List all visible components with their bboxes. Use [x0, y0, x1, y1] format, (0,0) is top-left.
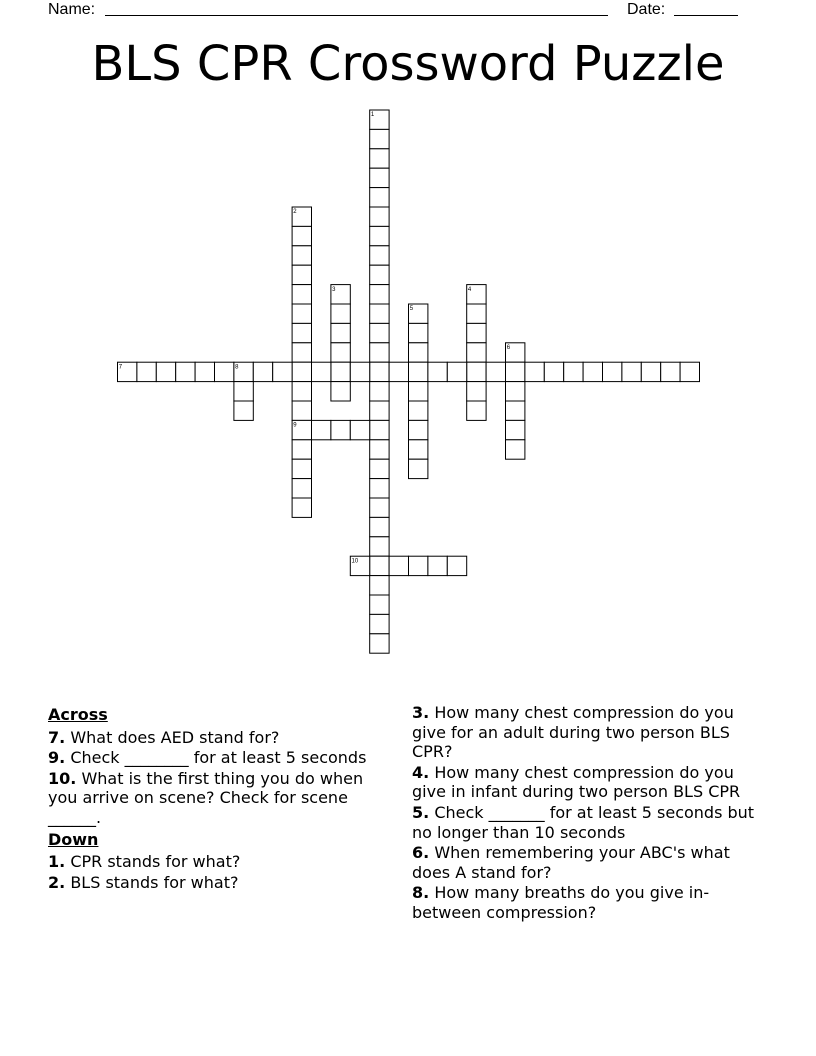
grid-cell[interactable] — [370, 420, 389, 439]
grid-cell[interactable] — [506, 362, 525, 381]
grid-cell[interactable] — [428, 556, 447, 575]
cell-number: 1 — [370, 112, 375, 119]
grid-cell[interactable] — [467, 382, 486, 401]
grid-cell[interactable] — [506, 401, 525, 420]
grid-cell[interactable] — [370, 246, 389, 265]
cell-number: 7 — [118, 364, 123, 371]
grid-cell[interactable] — [156, 362, 175, 381]
grid-cell[interactable] — [409, 459, 428, 478]
grid-cell[interactable] — [370, 323, 389, 342]
grid-cell[interactable] — [312, 420, 331, 439]
grid-cell[interactable] — [370, 265, 389, 284]
grid-cell[interactable] — [370, 149, 389, 168]
clue-number: 9. — [48, 748, 66, 768]
grid-cell[interactable] — [409, 440, 428, 459]
cell-number: 10 — [351, 558, 359, 565]
cell-number: 3 — [332, 286, 336, 293]
grid-cell[interactable] — [564, 362, 583, 381]
grid-cell[interactable] — [661, 362, 680, 381]
cell-number: 8 — [235, 364, 239, 371]
clue-across-7 — [48, 728, 388, 748]
grid-cell[interactable] — [544, 362, 563, 381]
grid-cell[interactable] — [331, 382, 350, 401]
clue-text: How many chest compression do you give for an adult during two person BLS CPR? — [412, 703, 734, 762]
grid-cell[interactable] — [137, 362, 156, 381]
grid-cell[interactable] — [389, 556, 408, 575]
grid-cell[interactable] — [603, 362, 622, 381]
clue-down-3 — [412, 703, 772, 762]
clue-number: 8. — [412, 883, 430, 903]
grid-cell[interactable] — [292, 498, 311, 517]
grid-cell[interactable] — [370, 226, 389, 245]
grid-cell[interactable] — [292, 226, 311, 245]
grid-cell[interactable] — [370, 401, 389, 420]
grid-cell[interactable] — [370, 595, 389, 614]
grid-cell[interactable] — [370, 188, 389, 207]
grid-cell[interactable] — [506, 440, 525, 459]
grid-cell[interactable] — [409, 323, 428, 342]
grid-cell[interactable] — [370, 459, 389, 478]
grid-cell[interactable] — [370, 168, 389, 187]
grid-cell[interactable] — [370, 207, 389, 226]
clue-down-6 — [412, 843, 772, 882]
grid-cell[interactable] — [292, 459, 311, 478]
grid-cell[interactable] — [506, 382, 525, 401]
grid-cell[interactable] — [292, 362, 311, 381]
cell-number: 4 — [467, 286, 472, 293]
grid-cell[interactable] — [273, 362, 292, 381]
clue-text: Check _______ for at least 5 seconds but no longer than 10 seconds — [412, 802, 755, 842]
clue-number: 7. — [48, 727, 66, 747]
clue-text: BLS stands for what? — [70, 872, 239, 892]
clue-text: Check ________ for at least 5 seconds — [70, 748, 367, 768]
grid-cell[interactable] — [195, 362, 214, 381]
clue-number: 5. — [412, 802, 430, 822]
grid-cell[interactable] — [370, 576, 389, 595]
grid-cell[interactable] — [176, 362, 195, 381]
grid-cell[interactable] — [370, 285, 389, 304]
clue-across-10 — [48, 769, 388, 828]
name-label: Name: — [48, 1, 96, 18]
grid-cell[interactable] — [292, 304, 311, 323]
clues-left-column — [48, 703, 388, 893]
grid-cell[interactable] — [370, 634, 389, 653]
grid-cell[interactable] — [350, 420, 369, 439]
clue-number: 3. — [412, 703, 430, 722]
grid-cell[interactable] — [370, 382, 389, 401]
grid-cell[interactable] — [292, 246, 311, 265]
grid-cell[interactable] — [467, 304, 486, 323]
grid-cell[interactable] — [331, 362, 350, 381]
cell-number: 9 — [293, 422, 297, 429]
grid-cell[interactable] — [312, 362, 331, 381]
grid-cell[interactable] — [389, 362, 408, 381]
clue-text: How many breaths do you give in-between compression? — [412, 883, 710, 922]
grid-cell[interactable] — [292, 323, 311, 342]
grid-cell[interactable] — [370, 129, 389, 148]
grid-cell[interactable] — [409, 343, 428, 362]
grid-cell[interactable] — [292, 401, 311, 420]
grid-cell[interactable] — [253, 362, 272, 381]
grid-cell[interactable] — [234, 401, 253, 420]
grid-cell[interactable] — [467, 343, 486, 362]
cell-number: 6 — [506, 345, 511, 351]
grid-cell[interactable] — [370, 614, 389, 633]
grid-cell[interactable] — [409, 401, 428, 420]
clue-down-1 — [48, 852, 388, 872]
grid-cell[interactable] — [370, 440, 389, 459]
down-heading: Down — [48, 829, 99, 849]
cell-number: 5 — [409, 306, 414, 313]
grid-cell[interactable] — [331, 343, 350, 362]
across-heading: Across — [48, 705, 108, 724]
grid-cell[interactable] — [370, 556, 389, 575]
page-title: BLS CPR Crossword Puzzle — [91, 36, 725, 92]
clue-number: 1. — [48, 852, 66, 872]
grid-cell[interactable] — [350, 362, 369, 381]
grid-cell[interactable] — [370, 362, 389, 381]
clues-right-column — [412, 703, 772, 924]
grid-cell[interactable] — [292, 285, 311, 304]
grid-cell[interactable] — [486, 362, 505, 381]
clue-number: 6. — [412, 843, 430, 863]
grid-cell[interactable] — [292, 440, 311, 459]
clue-down-4 — [412, 763, 772, 802]
grid-cell[interactable] — [292, 382, 311, 401]
grid-cell[interactable] — [292, 343, 311, 362]
clue-number: 10. — [48, 768, 77, 788]
grid-cell[interactable] — [409, 556, 428, 575]
clue-number: 4. — [412, 762, 430, 782]
grid-cell[interactable] — [292, 265, 311, 284]
grid-cell[interactable] — [370, 498, 389, 517]
grid-cell[interactable] — [525, 362, 544, 381]
grid-cell[interactable] — [622, 362, 641, 381]
grid-cell[interactable] — [370, 517, 389, 536]
grid-cell[interactable] — [370, 537, 389, 556]
grid-cell[interactable] — [680, 362, 699, 381]
clue-down-8 — [412, 883, 772, 922]
grid-cell[interactable] — [467, 362, 486, 381]
grid-cell[interactable] — [467, 401, 486, 420]
grid-cell[interactable] — [331, 304, 350, 323]
grid-cell[interactable] — [292, 479, 311, 498]
grid-cell[interactable] — [428, 362, 447, 381]
date-label: Date: — [627, 1, 666, 18]
grid-cell[interactable] — [370, 304, 389, 323]
grid-cell[interactable] — [331, 420, 350, 439]
grid-cell[interactable] — [331, 323, 350, 342]
clue-text: CPR stands for what? — [70, 852, 241, 872]
cell-number: 2 — [293, 209, 297, 216]
clue-down-5 — [412, 803, 772, 842]
grid-cell[interactable] — [467, 323, 486, 342]
clue-across-9 — [48, 748, 388, 768]
grid-cell[interactable] — [409, 362, 428, 381]
clue-down-2 — [48, 873, 388, 893]
grid-cell[interactable] — [447, 362, 466, 381]
clue-text: How many chest compression do you give in infant during two person BLS CPR — [412, 762, 741, 802]
grid-cell[interactable] — [234, 382, 253, 401]
clue-text: When remembering your ABC's what does A stand for? — [412, 843, 730, 882]
grid-cell[interactable] — [215, 362, 234, 381]
grid-cell[interactable] — [506, 420, 525, 439]
grid-cell[interactable] — [370, 343, 389, 362]
clue-text: What is the first thing you do when you arrive on scene? Check for scene ______. — [48, 768, 364, 827]
grid-cell[interactable] — [447, 556, 466, 575]
grid-cell[interactable] — [583, 362, 602, 381]
grid-cell[interactable] — [409, 420, 428, 439]
grid-cell[interactable] — [370, 479, 389, 498]
grid-cell[interactable] — [409, 382, 428, 401]
grid-cell[interactable] — [641, 362, 660, 381]
clue-text: What does AED stand for? — [70, 727, 280, 747]
clue-number: 2. — [48, 872, 66, 892]
